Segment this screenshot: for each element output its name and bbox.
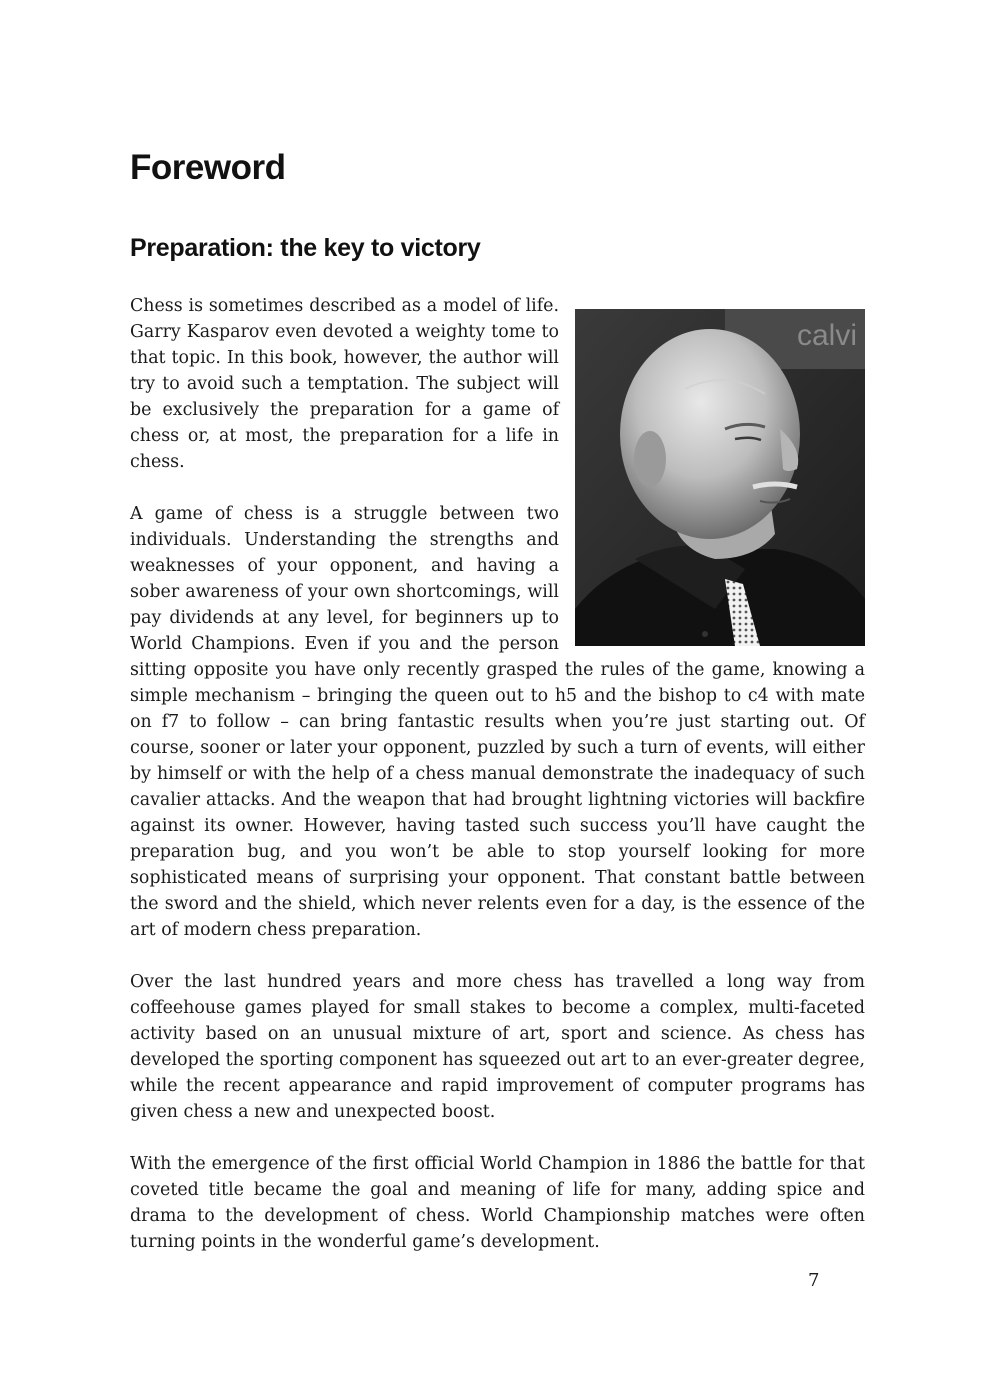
body-text <box>130 293 865 1281</box>
paragraph-1: Chess is sometimes described as a model of life. Garry Kasparov even devoted a weighty tome to that topic. In this book, however, the author will try to avoid such a temptation. The subject will be exclusively the preparation for a game of chess or, at most, the preparation for a life in chess. <box>130 296 559 472</box>
author-photo <box>575 309 865 646</box>
page-number: 7 <box>808 1270 820 1291</box>
section-title: Preparation: the key to victory <box>130 234 481 262</box>
chapter-title: Foreword <box>130 148 286 187</box>
paragraph-4: With the emergence of the first official World Champion in 1886 the battle for that coveted title became the goal and meaning of life for many, adding spice and drama to the development of chess. World Championship matches were often turning points in the wonderful game’s development. <box>130 1154 865 1252</box>
paragraph-2: A game of chess is a struggle between two individuals. Understanding the strengths and weaknesses of your opponent, and having a sober awareness of your own shortcomings, will pay dividends at any level, for beginners up to World Champions. Even if you and the person sitting opposite you have only recently grasped the rules of the game, knowing a simple mechanism – bringing the queen out to h5 and the bishop to c4 with mate on f7 to follow – can bring fantastic results when you’re just starting out. Of course, sooner or later your opponent, puzzled by such a turn of events, will either by himself or with the help of a chess manual demonstrate the inadequacy of such cavalier attacks. And the weapon that had brought lightning victories will backfire against its owner. However, having tasted such success you’ll have caught the preparation bug, and you won’t be able to stop yourself looking for more sophisticated means of surprising your opponent. That constant battle between the sword and the shield, which never relents even for a day, is the essence of the art of modern chess preparation. <box>130 504 865 940</box>
paragraph-3: Over the last hundred years and more chess has travelled a long way from coffeehouse games played for small stakes to become a complex, multi-faceted activity based on an unusual mixture of art, sport and science. As chess has developed the sporting component has squeezed out art to an ever-greater degree, while the recent appearance and rapid improvement of computer programs has given chess a new and unexpected boost. <box>130 972 865 1122</box>
photo-background-text: calvi <box>797 319 858 352</box>
